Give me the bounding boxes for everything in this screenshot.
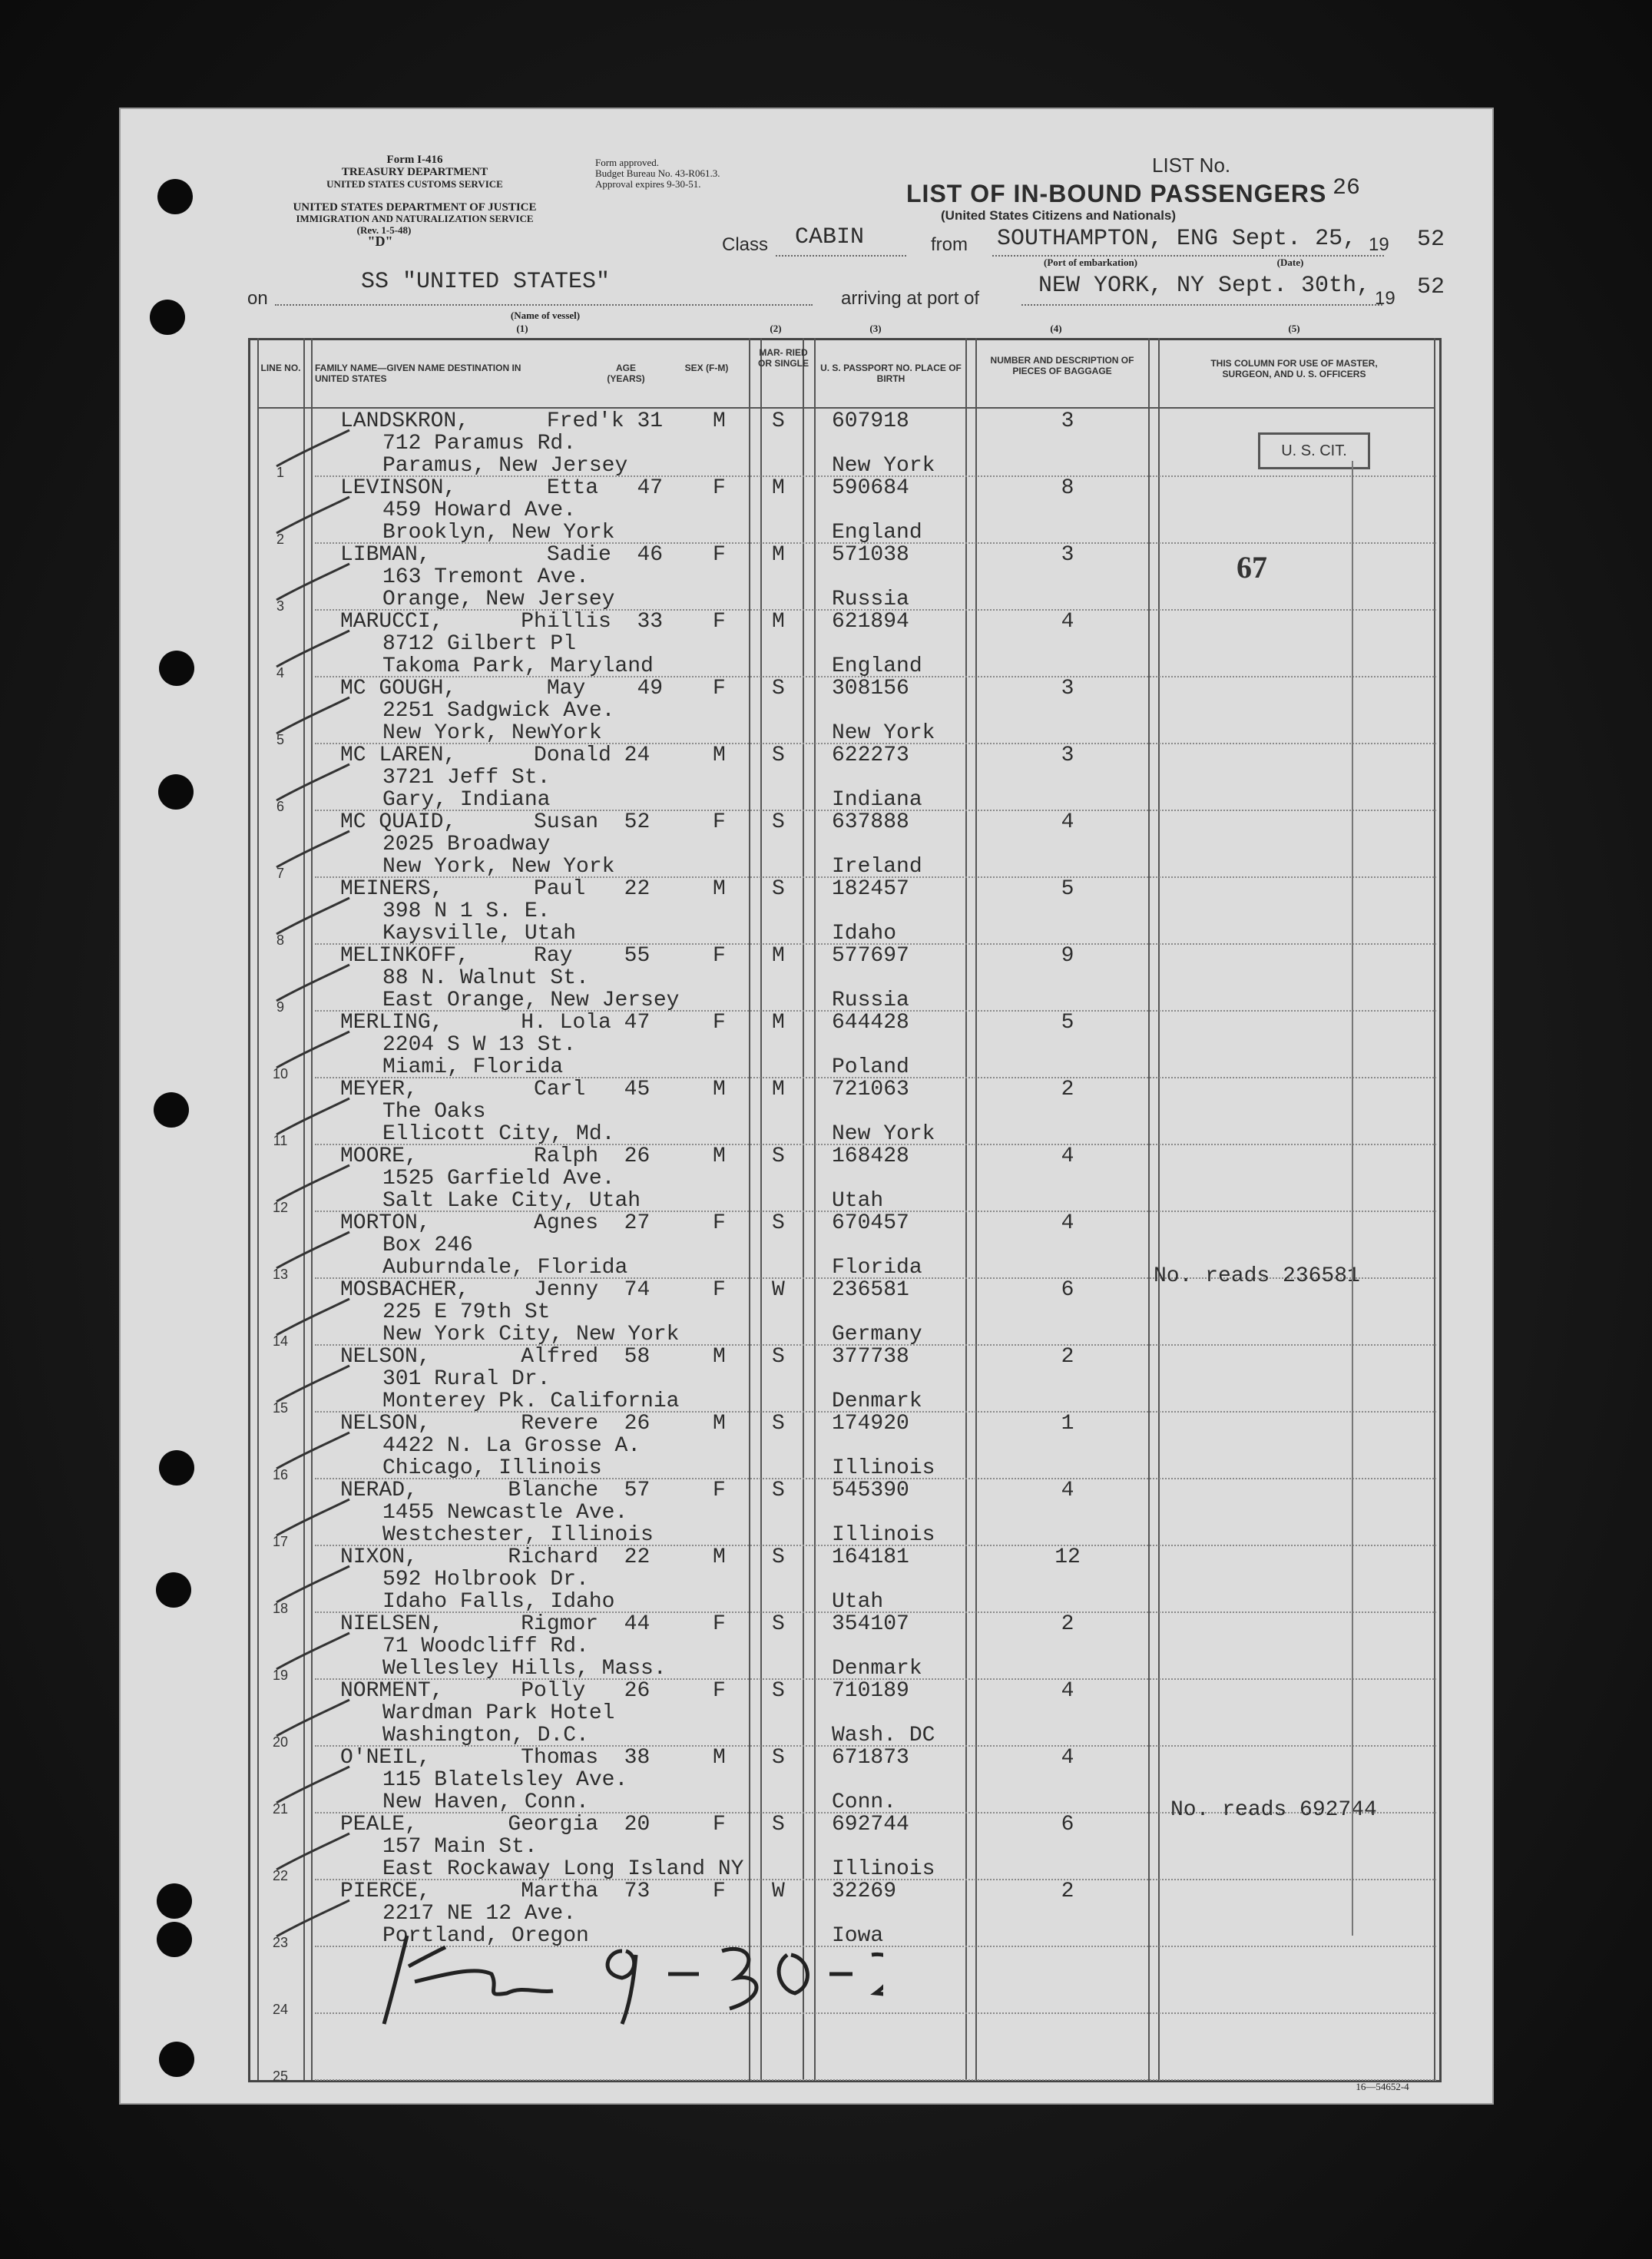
passenger-sex: F [713,677,726,701]
approval-expires: Approval expires 9-30-51. [595,178,701,190]
passenger-sex: F [713,1813,726,1837]
passport-number: 644428 [832,1011,909,1035]
from-label: from [931,234,968,255]
passenger-name: NIELSEN, Rigmor 44 [340,1612,651,1636]
marital-status: M [772,944,785,968]
place-of-birth: Conn. [832,1790,897,1814]
city-state: Westchester, Illinois [382,1523,654,1547]
passport-number: 590684 [832,476,909,500]
on-label: on [247,288,268,309]
line-number: 6 [276,799,284,814]
place-of-birth: Utah [832,1189,884,1213]
baggage-count: 3 [1061,744,1074,767]
marital-status: S [772,744,785,767]
passenger-sex: M [713,1144,726,1168]
baggage-count: 2 [1061,1078,1074,1101]
marital-status: S [772,877,785,901]
marital-status: M [772,543,785,567]
street-address: 1455 Newcastle Ave. [382,1501,628,1525]
marital-status: S [772,1746,785,1770]
vessel-caption: (Name of vessel) [510,310,581,321]
footer-code: 16—54652-4 [1356,2081,1409,2092]
passenger-name: MEYER, Carl 45 [340,1078,651,1101]
passport-number: 168428 [832,1144,909,1168]
marital-status: S [772,1211,785,1235]
signature-mark [361,1920,883,2035]
passenger-name: LIBMAN, Sadie 46 [340,543,664,567]
baggage-count: 6 [1061,1813,1074,1837]
treasury-dept: TREASURY DEPARTMENT [341,166,488,178]
passport-number: 32269 [832,1880,897,1903]
budget-bureau: Budget Bureau No. 43-R061.3. [595,167,720,179]
baggage-count: 4 [1061,1479,1074,1502]
passenger-sex: M [713,1545,726,1569]
passenger-sex: M [713,1345,726,1369]
line-number: 3 [276,598,284,614]
baggage-count: 2 [1061,1612,1074,1636]
place-of-birth: Illinois [832,1857,935,1881]
check-mark [269,1295,353,1341]
city-state: Monterey Pk. California [382,1390,680,1413]
street-address: 163 Tremont Ave. [382,565,589,589]
line-number: 14 [272,1333,289,1349]
city-state: Brooklyn, New York [382,521,615,545]
check-mark [269,1095,353,1141]
passenger-sex: F [713,1880,726,1903]
marital-status: S [772,1479,785,1502]
header-baggage: NUMBER AND DESCRIPTION OF PIECES OF BAGGAGE [990,355,1134,376]
baggage-count: 3 [1061,677,1074,701]
passport-number: 637888 [832,810,909,834]
street-address: 4422 N. La Grosse A. [382,1434,641,1458]
marital-status: S [772,677,785,701]
marital-status: S [772,1345,785,1369]
passenger-name: MOSBACHER, Jenny 74 [340,1278,651,1302]
arriving-label: arriving at port of [841,288,980,309]
note-mosbacher: No. reads 236581 [1154,1264,1360,1288]
passenger-sex: M [713,877,726,901]
place-of-birth: England [832,654,922,678]
city-state: Miami, Florida [382,1055,564,1079]
page-subtitle: (United States Citizens and Nationals) [941,208,1177,223]
revision: (Rev. 1-5-48) [356,224,412,236]
place-of-birth: New York [832,721,935,745]
binder-hole [159,651,194,686]
baggage-count: 9 [1061,944,1074,968]
check-mark [269,1028,353,1074]
passport-number: 710189 [832,1679,909,1703]
street-address: 2204 S W 13 St. [382,1033,577,1057]
form-approved: Form approved. [595,157,660,168]
city-state: New Haven, Conn. [382,1790,589,1814]
handwritten-count: 67 [1237,550,1267,585]
city-state: New York City, New York [382,1323,680,1346]
check-mark [269,1696,353,1742]
line-number: 23 [272,1935,289,1950]
street-address: Wardman Park Hotel [382,1701,615,1725]
passenger-name: NORMENT, Polly 26 [340,1679,651,1703]
place-of-birth: Illinois [832,1456,935,1480]
place-of-birth: Russia [832,989,909,1012]
baggage-count: 3 [1061,409,1074,433]
street-address: 88 N. Walnut St. [382,966,589,990]
year2: 52 [1417,274,1445,300]
place-of-birth: Ireland [832,855,922,879]
passenger-sex: F [713,543,726,567]
line-number: 21 [272,1801,289,1817]
city-state: Orange, New Jersey [382,588,615,611]
check-mark [269,1562,353,1608]
binder-hole [157,1883,192,1919]
marital-status: W [772,1880,785,1903]
justice-dept: UNITED STATES DEPARTMENT OF JUSTICE [293,201,537,214]
passenger-name: MERLING, H. Lola 47 [340,1011,651,1035]
line-number: 13 [272,1267,289,1282]
marital-status: S [772,810,785,834]
check-mark [269,1362,353,1408]
marital-status: S [772,1412,785,1436]
passenger-name: MC QUAID, Susan 52 [340,810,651,834]
marital-status: M [772,1011,785,1035]
check-mark [269,1161,353,1207]
city-state: Idaho Falls, Idaho [382,1590,615,1614]
baggage-count: 4 [1061,1144,1074,1168]
passenger-sex: F [713,1612,726,1636]
line-number: 12 [272,1200,289,1215]
street-address: 712 Paramus Rd. [382,432,577,455]
baggage-count: 4 [1061,1211,1074,1235]
check-mark [269,1496,353,1542]
city-state: Kaysville, Utah [382,922,577,946]
city-state: New York, New York [382,855,615,879]
check-mark [269,426,353,472]
street-address: 1525 Garfield Ave. [382,1167,615,1191]
check-mark [269,627,353,673]
passenger-sex: F [713,1011,726,1035]
street-address: 71 Woodcliff Rd. [382,1635,589,1658]
check-mark [269,894,353,940]
header-name: FAMILY NAME—GIVEN NAME DESTINATION IN UNITED STATES [315,363,521,384]
header-sex: SEX (F-M) [684,363,729,373]
place-of-birth: Idaho [832,922,897,946]
passenger-name: MORTON, Agnes 27 [340,1211,651,1235]
header-married: MAR- RIED OR SINGLE [757,347,809,369]
passport-number: 182457 [832,877,909,901]
page-title: LIST OF IN-BOUND PASSENGERS [906,180,1327,207]
check-mark [269,694,353,740]
city-state: East Orange, New Jersey [382,989,680,1012]
passenger-sex: F [713,476,726,500]
note-peale: No. reads 692744 [1170,1798,1377,1822]
line-number: 2 [276,532,284,547]
binder-hole [158,774,194,810]
city-state: Paramus, New Jersey [382,454,628,478]
arrival-port: NEW YORK, NY Sept. 30th, [1038,273,1371,299]
line-number: 11 [273,1133,288,1148]
city-state: Washington, D.C. [382,1724,589,1747]
officer-column-mark [1352,461,1353,1936]
binder-hole [157,179,193,214]
street-address: 592 Holbrook Dr. [382,1568,589,1592]
passport-number: 670457 [832,1211,909,1235]
baggage-count: 4 [1061,1679,1074,1703]
header-line-no: LINE NO. [260,363,301,373]
vessel-name: SS "UNITED STATES" [361,269,611,295]
header-age: AGE (YEARS) [607,363,645,384]
passenger-sex: F [713,810,726,834]
city-state: Chicago, Illinois [382,1456,602,1480]
passport-number: 607918 [832,409,909,433]
col-num-5: (5) [1288,323,1300,334]
baggage-count: 8 [1061,476,1074,500]
binder-hole [150,300,185,335]
city-state: Portland, Oregon [382,1924,589,1948]
place-of-birth: Germany [832,1323,922,1346]
passport-number: 577697 [832,944,909,968]
line-number: 15 [272,1400,289,1416]
binder-hole [154,1092,189,1128]
street-address: 398 N 1 S. E. [382,899,551,923]
baggage-count: 5 [1061,1011,1074,1035]
port-embark-caption: (Port of embarkation) [1043,257,1138,268]
passenger-sex: M [713,1412,726,1436]
place-of-birth: Iowa [832,1924,884,1948]
passenger-name: MEINERS, Paul 22 [340,877,651,901]
place-of-birth: England [832,521,922,545]
passenger-name: NELSON, Alfred 58 [340,1345,651,1369]
check-mark [269,961,353,1007]
passenger-name: NIXON, Richard 22 [340,1545,651,1569]
passenger-name: O'NEIL, Thomas 38 [340,1746,651,1770]
passenger-sex: M [713,409,726,433]
street-address: 2251 Sadgwick Ave. [382,699,615,723]
marital-status: S [772,1813,785,1837]
city-state: Gary, Indiana [382,788,551,812]
year1: 52 [1417,227,1445,253]
place-of-birth: Indiana [832,788,922,812]
passport-number: 545390 [832,1479,909,1502]
immigration-service: IMMIGRATION AND NATURALIZATION SERVICE [296,213,534,224]
line-number: 16 [272,1467,289,1482]
date-caption: (Date) [1276,257,1304,268]
baggage-count: 3 [1061,543,1074,567]
passport-number: 621894 [832,610,909,634]
street-address: Box 246 [382,1234,473,1257]
baggage-count: 1 [1061,1412,1074,1436]
city-state: Takoma Park, Maryland [382,654,654,678]
binder-hole [159,1450,194,1486]
passenger-name: LEVINSON, Etta 47 [340,476,664,500]
passenger-name: PIERCE, Martha 73 [340,1880,651,1903]
street-address: 3721 Jeff St. [382,766,551,790]
passport-number: 174920 [832,1412,909,1436]
binder-hole [156,1572,191,1608]
check-mark [269,1896,353,1943]
header-officers: THIS COLUMN FOR USE OF MASTER, SURGEON, AND U. S. OFFICERS [1210,358,1378,379]
passenger-sex: F [713,1211,726,1235]
city-state: Salt Lake City, Utah [382,1189,641,1213]
place-of-birth: Florida [832,1256,922,1280]
place-of-birth: Utah [832,1590,884,1614]
check-mark [269,1763,353,1809]
check-mark [269,827,353,873]
line-number: 10 [272,1066,289,1081]
baggage-count: 2 [1061,1345,1074,1369]
marital-status: M [772,476,785,500]
col-num-1: (1) [516,323,528,334]
form-number: Form I-416 [386,154,443,166]
city-state: East Rockaway Long Island NY [382,1857,744,1881]
class-value: CABIN [795,224,865,250]
passenger-sex: M [713,744,726,767]
baggage-count: 4 [1061,610,1074,634]
passport-number: 571038 [832,543,909,567]
line-number: 17 [272,1534,289,1549]
passport-number: 692744 [832,1813,909,1837]
line-number: 8 [276,932,284,948]
passenger-name: PEALE, Georgia 20 [340,1813,651,1837]
check-mark [269,1629,353,1675]
street-address: 115 Blatelsley Ave. [382,1768,628,1792]
baggage-count: 12 [1054,1545,1081,1569]
line-number: 7 [276,866,284,881]
passenger-name: MELINKOFF, Ray 55 [340,944,651,968]
passport-number: 721063 [832,1078,909,1101]
place-of-birth: Illinois [832,1523,935,1547]
line-number: 18 [272,1601,289,1616]
marital-status: S [772,1679,785,1703]
place-of-birth: New York [832,1122,935,1146]
passport-number: 236581 [832,1278,909,1302]
col-num-4: (4) [1050,323,1062,334]
marital-status: W [772,1278,785,1302]
passport-number: 671873 [832,1746,909,1770]
check-mark [269,1830,353,1876]
binder-hole [157,1922,192,1957]
line-number: 22 [272,1868,289,1883]
line-number: 1 [276,465,284,480]
check-mark [269,760,353,807]
line-number: 20 [272,1734,289,1750]
passenger-sex: F [713,1479,726,1502]
us-citizen-stamp: U. S. CIT. [1258,432,1370,469]
baggage-count: 2 [1061,1880,1074,1903]
street-address: 2217 NE 12 Ave. [382,1902,577,1926]
city-state: New York, NewYork [382,721,602,745]
line-number: 9 [276,999,284,1015]
line-number: 5 [276,732,284,747]
check-mark [269,560,353,606]
city-state: Ellicott City, Md. [382,1122,615,1146]
street-address: The Oaks [382,1100,486,1124]
col-num-3: (3) [869,323,882,334]
baggage-count: 6 [1061,1278,1074,1302]
passenger-name: MARUCCI, Phillis 33 [340,610,664,634]
year1-prefix: 19 [1369,234,1389,255]
marital-status: M [772,610,785,634]
passenger-sex: M [713,1746,726,1770]
check-mark [269,493,353,539]
passenger-name: MC GOUGH, May 49 [340,677,664,701]
marital-status: S [772,1545,785,1569]
passport-number: 308156 [832,677,909,701]
street-address: 459 Howard Ave. [382,499,577,522]
line-number: 24 [272,2002,289,2017]
street-address: 301 Rural Dr. [382,1367,551,1391]
passenger-sex: M [713,1078,726,1101]
passport-number: 354107 [832,1612,909,1636]
line-number: 4 [276,665,284,681]
row-divider [315,2079,1436,2081]
line-number: 25 [272,2069,289,2084]
place-of-birth: Russia [832,588,909,611]
passenger-name: NELSON, Revere 26 [340,1412,651,1436]
street-address: 225 E 79th St [382,1300,551,1324]
place-of-birth: Denmark [832,1657,922,1681]
year2-prefix: 19 [1375,288,1395,309]
city-state: Auburndale, Florida [382,1256,628,1280]
d-mark: "D" [367,234,393,249]
class-label: Class [722,234,769,255]
street-address: 157 Main St. [382,1835,538,1859]
passenger-sex: F [713,1278,726,1302]
place-of-birth: Poland [832,1055,909,1079]
passenger-sex: F [713,944,726,968]
place-of-birth: New York [832,454,935,478]
col-num-2: (2) [770,323,782,334]
line-number: 19 [272,1668,289,1683]
baggage-count: 4 [1061,810,1074,834]
marital-status: S [772,1144,785,1168]
marital-status: M [772,1078,785,1101]
passenger-sex: F [713,1679,726,1703]
header-passport: U. S. PASSPORT NO. PLACE OF BIRTH [820,363,962,384]
passport-number: 164181 [832,1545,909,1569]
city-state: Wellesley Hills, Mass. [382,1657,667,1681]
list-no-label: LIST No. [1152,154,1231,177]
marital-status: S [772,409,785,433]
passenger-name: NERAD, Blanche 57 [340,1479,651,1502]
from-value: SOUTHAMPTON, ENG Sept. 25, [997,226,1357,252]
passenger-name: MC LAREN, Donald 24 [340,744,651,767]
street-address: 2025 Broadway [382,833,551,856]
check-mark [269,1228,353,1274]
street-address: 8712 Gilbert Pl [382,632,577,656]
baggage-count: 5 [1061,877,1074,901]
list-no: 26 [1333,175,1361,201]
marital-status: S [772,1612,785,1636]
passenger-name: LANDSKRON, Fred'k 31 [340,409,664,433]
passport-number: 622273 [832,744,909,767]
check-mark [269,1429,353,1475]
passenger-sex: F [713,610,726,634]
place-of-birth: Wash. DC [832,1724,935,1747]
baggage-count: 4 [1061,1746,1074,1770]
passenger-name: MOORE, Ralph 26 [340,1144,651,1168]
binder-hole [159,2042,194,2077]
passport-number: 377738 [832,1345,909,1369]
place-of-birth: Denmark [832,1390,922,1413]
customs-service: UNITED STATES CUSTOMS SERVICE [326,178,503,190]
